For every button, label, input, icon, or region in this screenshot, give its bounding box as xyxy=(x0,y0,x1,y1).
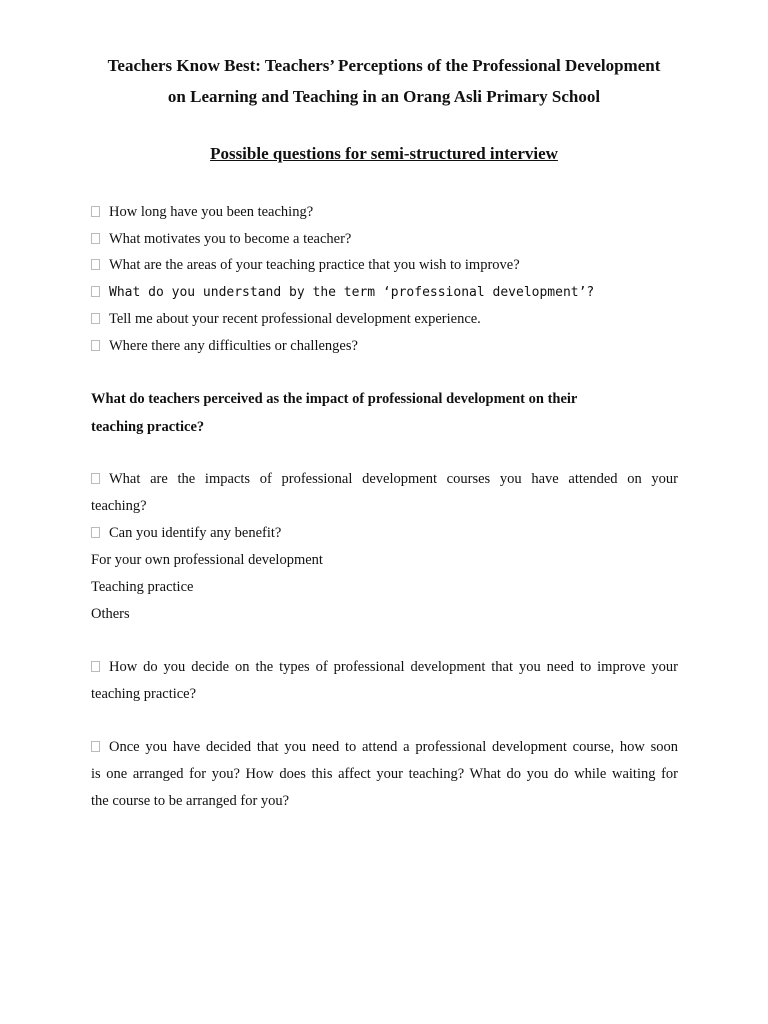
benefit-option: Teaching practice xyxy=(91,579,194,595)
question-impacts-line-2: teaching? xyxy=(91,498,147,514)
question-text: Once you have decided that you need to attend a professional development course, how soon xyxy=(109,739,678,755)
question-text: How do you decide on the types of professional development that you need to improve your xyxy=(109,659,678,675)
bullet-icon xyxy=(91,340,100,351)
bullet-icon xyxy=(91,286,100,297)
bullet-icon xyxy=(91,313,100,324)
bullet-icon xyxy=(91,206,100,217)
subtitle-text: Possible questions for semi-structured interview xyxy=(210,144,558,163)
benefit-option: Others xyxy=(91,606,130,622)
list-item xyxy=(91,256,520,274)
section-heading-line-1: What do teachers perceived as the impact of professional development on their xyxy=(91,391,578,407)
bullet-icon xyxy=(91,741,100,752)
bullet-icon xyxy=(91,527,100,538)
list-item xyxy=(91,203,313,221)
section-heading-line-2: teaching practice? xyxy=(91,419,205,435)
question-text: What do you understand by the term ‘professional development’? xyxy=(109,285,595,300)
list-item xyxy=(91,230,351,248)
list-item xyxy=(91,337,358,355)
question-text: Can you identify any benefit? xyxy=(109,525,282,541)
question-text: How long have you been teaching? xyxy=(109,204,314,220)
question-text: What motivates you to become a teacher? xyxy=(109,231,352,247)
question-text: Tell me about your recent professional development experience. xyxy=(109,311,481,327)
document-title-line-2: on Learning and Teaching in an Orang Asli Primary School xyxy=(167,87,601,106)
document-subtitle xyxy=(0,144,768,164)
list-item xyxy=(91,310,481,328)
bullet-icon xyxy=(91,661,100,672)
document-title-line-1: Teachers Know Best: Teachers’ Perceptions of the Professional Development xyxy=(107,56,661,75)
question-arranged-line-2: is one arranged for you? How does this affect your teaching? What do you do while waiting for xyxy=(91,766,678,782)
question-arranged-line-3: the course to be arranged for you? xyxy=(91,793,290,809)
benefit-option: For your own professional development xyxy=(91,552,323,568)
bullet-icon xyxy=(91,233,100,244)
question-decide-line-1 xyxy=(91,658,678,676)
question-text: What are the impacts of professional development courses you have attended on your xyxy=(109,471,678,487)
bullet-icon xyxy=(91,473,100,484)
question-decide-line-2: teaching practice? xyxy=(91,686,197,702)
list-item xyxy=(91,283,594,302)
question-arranged-line-1 xyxy=(91,738,678,756)
question-impacts-line-1 xyxy=(91,470,678,488)
question-text: Where there any difficulties or challenges? xyxy=(109,338,358,354)
question-benefit xyxy=(91,524,281,542)
question-text: What are the areas of your teaching practice that you wish to improve? xyxy=(109,257,520,273)
bullet-icon xyxy=(91,259,100,270)
